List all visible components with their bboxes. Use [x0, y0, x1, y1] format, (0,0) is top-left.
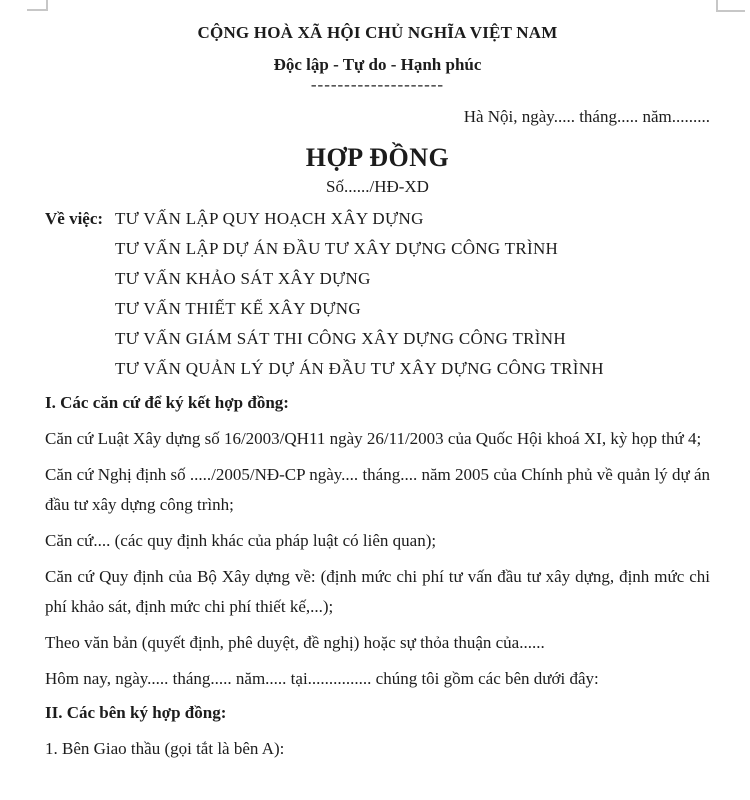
paragraph-agreement-document: Theo văn bản (quyết định, phê duyệt, đề nghị) hoặc sự thỏa thuận của...... [45, 633, 545, 652]
subject-line-project-management: TƯ VẤN QUẢN LÝ DỰ ÁN ĐẦU TƯ XÂY DỰNG CÔNG TRÌNH [115, 359, 604, 378]
paragraph-ministry-regulations: Căn cứ Quy định của Bộ Xây dựng về: (định mức chi phí tư vấn đầu tư xây dựng, định mức chi phí khảo sát, định mức chi phí thiết kế,...); [45, 567, 710, 616]
paragraph-decree: Căn cứ Nghị định số ...../2005/NĐ-CP ngày.... tháng.... năm 2005 của Chính phủ về quản lý dự án đầu tư xây dựng công trình; [45, 465, 710, 514]
contract-number: Số....../HĐ-XD [326, 177, 429, 196]
paragraph-other-regulations: Căn cứ.... (các quy định khác của pháp luật có liên quan); [45, 531, 437, 550]
subject-line-survey: TƯ VẤN KHẢO SÁT XÂY DỰNG [115, 269, 371, 288]
divider-dashes: -------------------- [310, 75, 445, 94]
subject-line-design: TƯ VẤN THIẾT KẾ XÂY DỰNG [115, 299, 361, 318]
subject-line-planning: TƯ VẤN LẬP QUY HOẠCH XÂY DỰNG [115, 209, 424, 228]
subject-line-supervision: TƯ VẤN GIÁM SÁT THI CÔNG XÂY DỰNG CÔNG TRÌNH [115, 329, 566, 348]
paragraph-construction-law: Căn cứ Luật Xây dựng số 16/2003/QH11 ngày 26/11/2003 của Quốc Hội khoá XI, kỳ họp thứ 4; [45, 429, 702, 448]
section-heading-parties: II. Các bên ký hợp đồng: [45, 703, 227, 722]
subject-label: Về việc: [45, 209, 104, 228]
party-a-line: 1. Bên Giao thầu (gọi tắt là bên A): [45, 739, 285, 758]
national-motto: Độc lập - Tự do - Hạnh phúc [273, 55, 482, 74]
text-boundary-mark-top-left [27, 0, 48, 11]
paragraph-today-date: Hôm nay, ngày..... tháng..... năm..... tại............... chúng tôi gồm các bên dưới đây: [45, 669, 599, 688]
date-line: Hà Nội, ngày..... tháng..... năm......... [463, 107, 710, 126]
national-title: CỘNG HOÀ XÃ HỘI CHỦ NGHĨA VIỆT NAM [197, 23, 558, 42]
text-boundary-mark-top-right [716, 0, 745, 12]
subject-line-investment-project: TƯ VẤN LẬP DỰ ÁN ĐẦU TƯ XÂY DỰNG CÔNG TRÌNH [115, 239, 559, 258]
subject-block [45, 204, 710, 384]
section-heading-legal-bases: I. Các căn cứ để ký kết hợp đồng: [45, 393, 289, 412]
contract-title: HỢP ĐỒNG [305, 143, 450, 172]
